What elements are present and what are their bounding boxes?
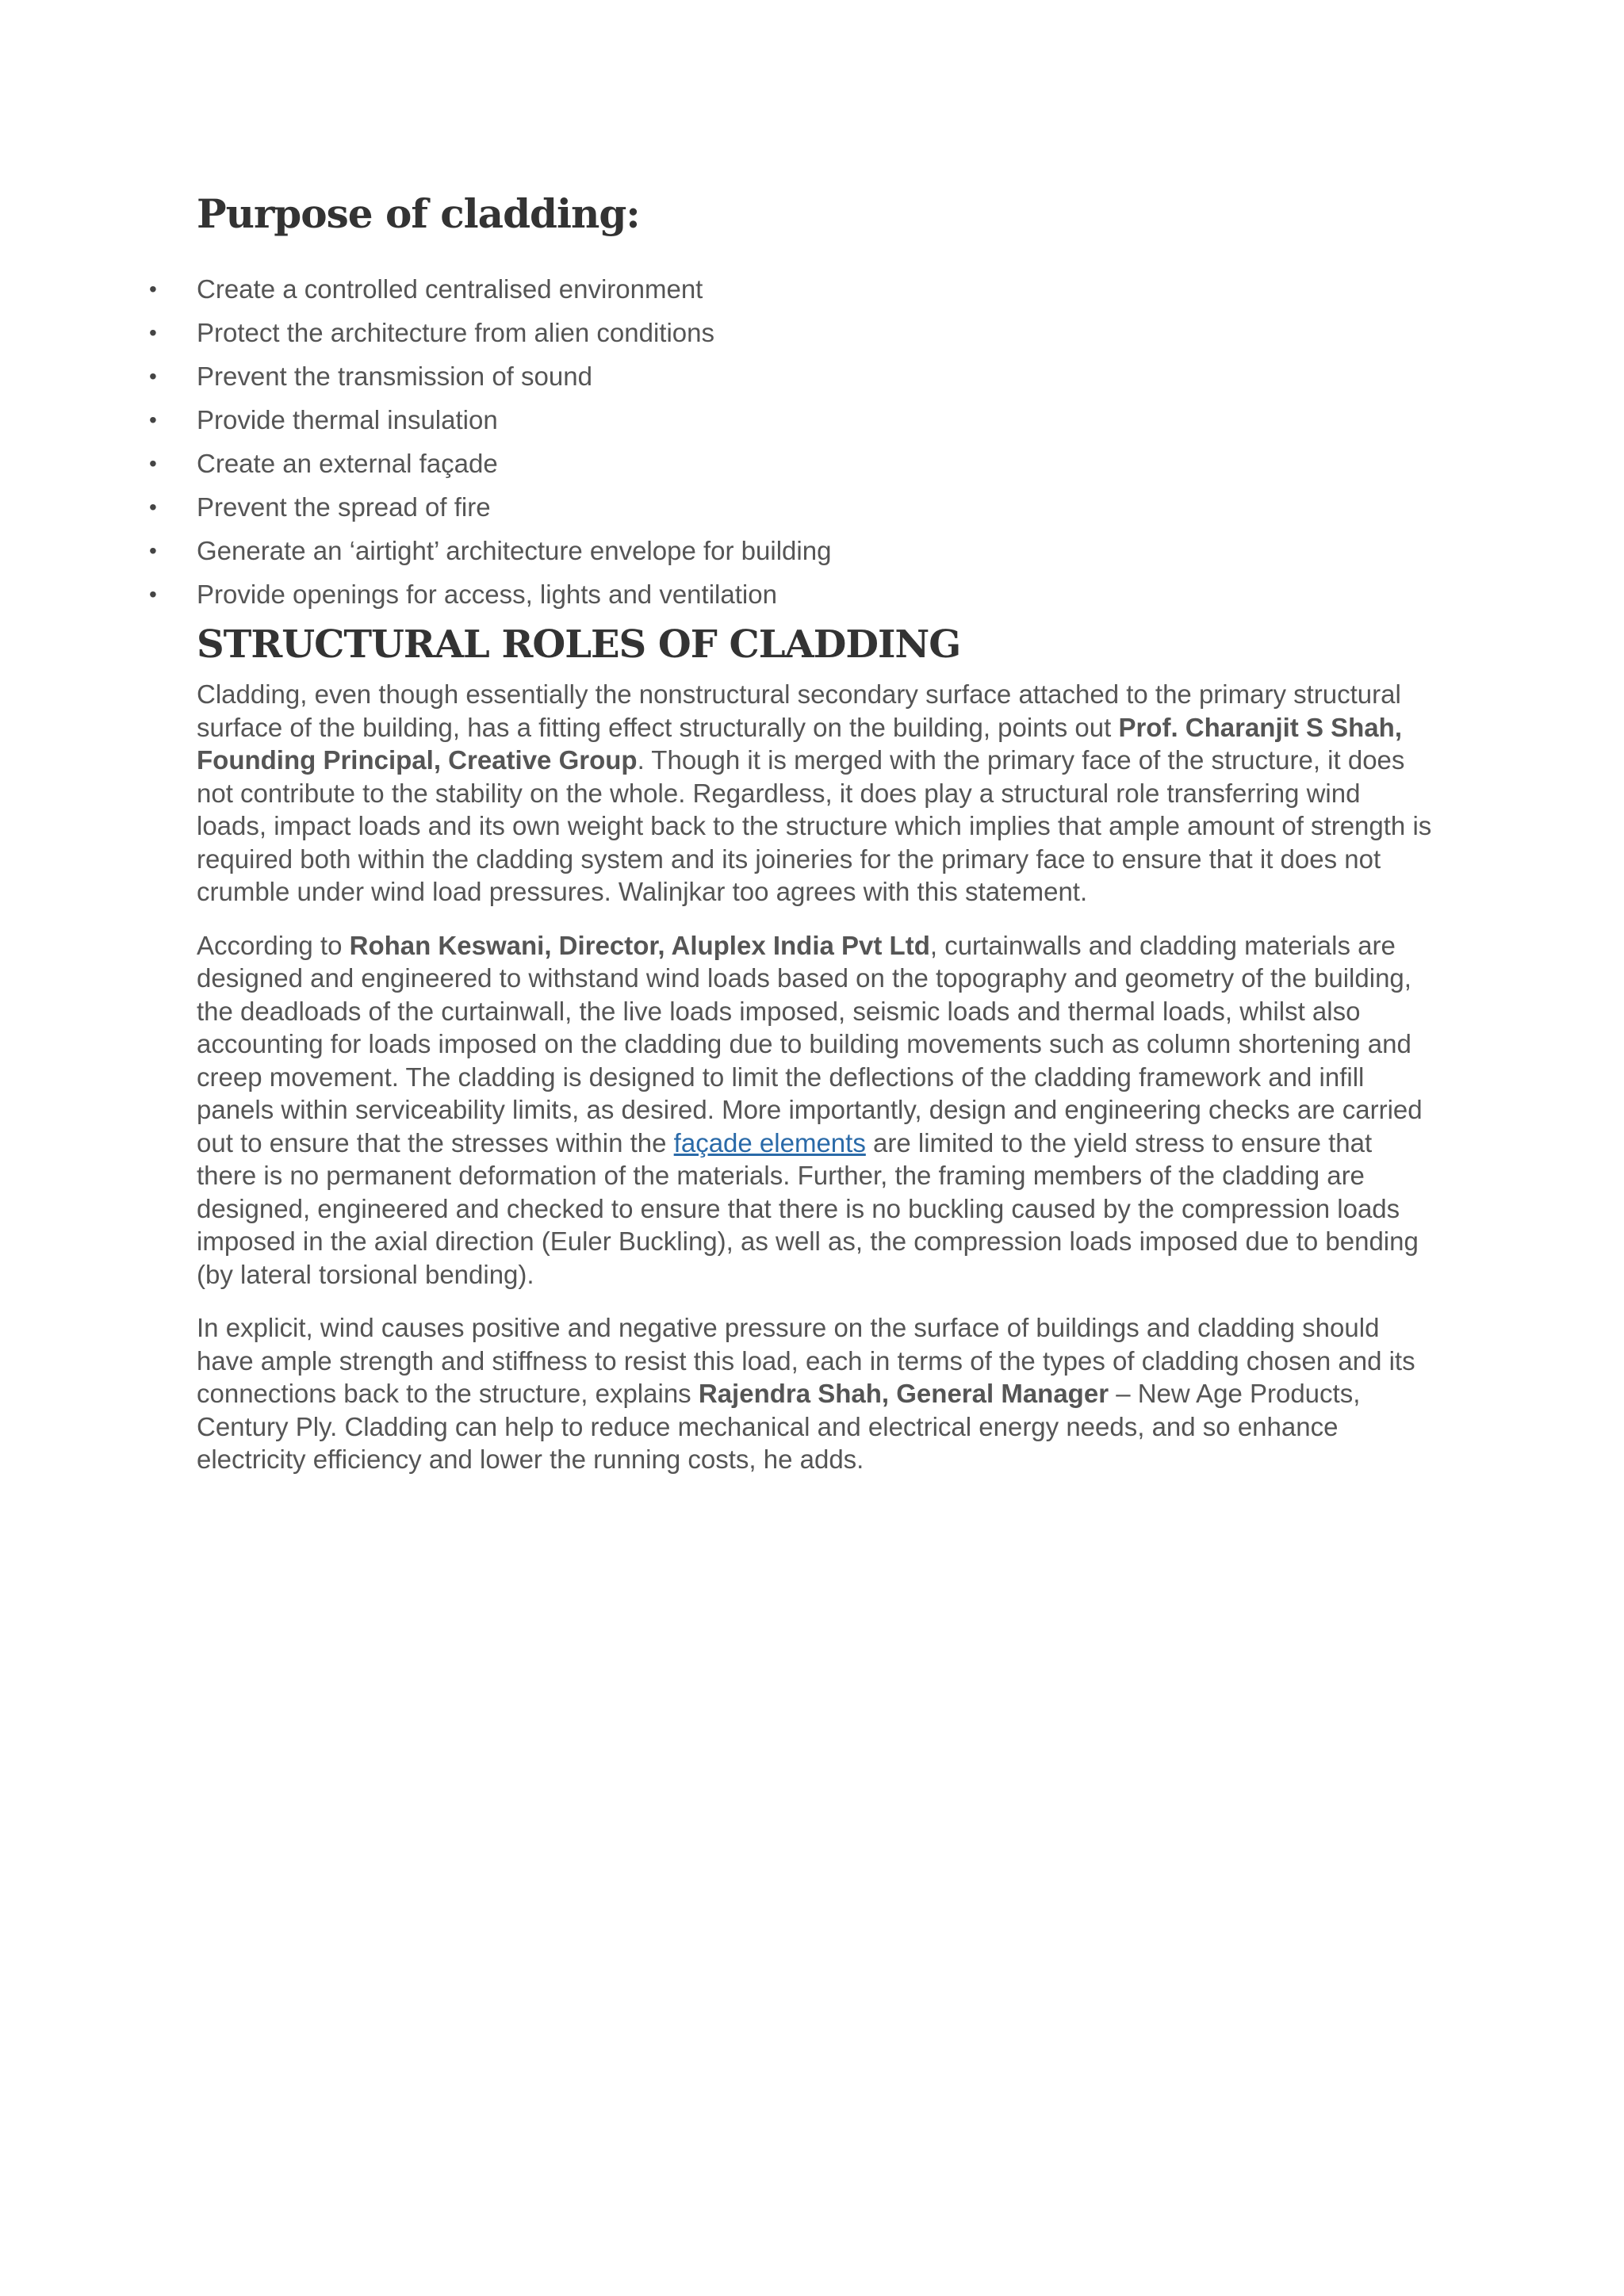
bullet-icon: • xyxy=(149,320,157,345)
paragraph-text: Cladding, even though essentially the nonstructural secondary surface attached to the primary structural surface of the building, has a fitting effect structurally on the building, points out xyxy=(197,679,1401,742)
list-item xyxy=(149,529,1434,572)
list-item xyxy=(149,442,1434,485)
paragraph-text: – New Age Products, Century Ply. Cladding can help to reduce mechanical and electrical energy needs, and so enhance electricity efficiency and lower the running costs, he adds. xyxy=(197,1379,1361,1474)
list-item-text: Provide thermal insulation xyxy=(197,405,498,434)
bold-attribution: Rajendra Shah, General Manager xyxy=(698,1379,1109,1408)
bullet-icon: • xyxy=(149,495,157,519)
bullet-icon: • xyxy=(149,277,157,301)
paragraph-structural-effect xyxy=(197,678,1434,909)
bullet-icon: • xyxy=(149,451,157,476)
paragraph-text: According to xyxy=(197,930,350,960)
paragraph-text: In explicit, wind causes positive and negative pressure on the surface of buildings and cladding should have ample strength and stiffness to resist this load, each in terms of the types of cladding chosen and its connections back to the structure, explains xyxy=(197,1313,1415,1408)
list-item-text: Generate an ‘airtight’ architecture envelope for building xyxy=(197,536,832,565)
paragraph-text: are limited to the yield stress to ensure that there is no permanent deformation of the materials. Further, the framing members of the cladding are designed, engineered and checked to ensure that there is no buckling caused by the compression loads imposed in the axial direction (Euler Buckling), as well as, the compression loads imposed due to bending (by lateral torsional bending). xyxy=(197,1127,1419,1289)
bold-attribution: Rohan Keswani, Director, Aluplex India Pvt Ltd xyxy=(349,930,930,960)
bold-attribution: Prof. Charanjit S Shah, Founding Principal, Creative Group xyxy=(197,712,1402,775)
list-item xyxy=(149,485,1434,529)
paragraph-text: . Though it is merged with the primary face of the structure, it does not contribute to the stability on the whole. Regardless, it does play a structural role transferring wind loads, impact loads and its own weight back to the structure which implies that ample amount of strength is required both within the cladding system and its joineries for the primary face to ensure that it does not crumble under wind load pressures. Walinjkar too agrees with this statement. xyxy=(197,745,1432,906)
list-item-text: Prevent the spread of fire xyxy=(197,492,491,522)
paragraph-wind-pressure xyxy=(197,1311,1434,1476)
bullet-icon: • xyxy=(149,582,157,607)
bullet-icon: • xyxy=(149,538,157,563)
list-item xyxy=(149,398,1434,442)
purpose-bullet-list xyxy=(149,267,1434,616)
list-item-text: Protect the architecture from alien conditions xyxy=(197,318,714,347)
list-item-text: Create an external façade xyxy=(197,449,498,478)
heading-purpose-of-cladding: Purpose of cladding: xyxy=(197,190,640,237)
paragraph-design-engineering xyxy=(197,929,1434,1292)
document-content xyxy=(149,190,1434,1497)
list-item xyxy=(149,354,1434,398)
list-item-text: Create a controlled centralised environment xyxy=(197,274,703,304)
list-item xyxy=(149,267,1434,311)
bullet-icon: • xyxy=(149,408,157,432)
list-item xyxy=(149,572,1434,616)
bullet-icon: • xyxy=(149,364,157,388)
facade-elements-link[interactable]: façade elements xyxy=(673,1127,866,1158)
heading-structural-roles: STRUCTURAL ROLES OF CLADDING xyxy=(197,622,961,667)
list-item-text: Provide openings for access, lights and ventilation xyxy=(197,580,777,609)
list-item-text: Prevent the transmission of sound xyxy=(197,362,592,391)
paragraph-text: , curtainwalls and cladding materials are designed and engineered to withstand wind loads based on the topography and geometry of the building, the deadloads of the curtainwall, the live loads imposed, seismic loads and thermal loads, whilst also accounting for loads imposed on the cladding due to building movements such as column shortening and creep movement. The cladding is designed to limit the deflections of the cladding framework and infill panels within serviceability limits, as desired. More importantly, design and engineering checks are carried out to ensure that the stresses within the xyxy=(197,930,1423,1158)
list-item xyxy=(149,311,1434,354)
